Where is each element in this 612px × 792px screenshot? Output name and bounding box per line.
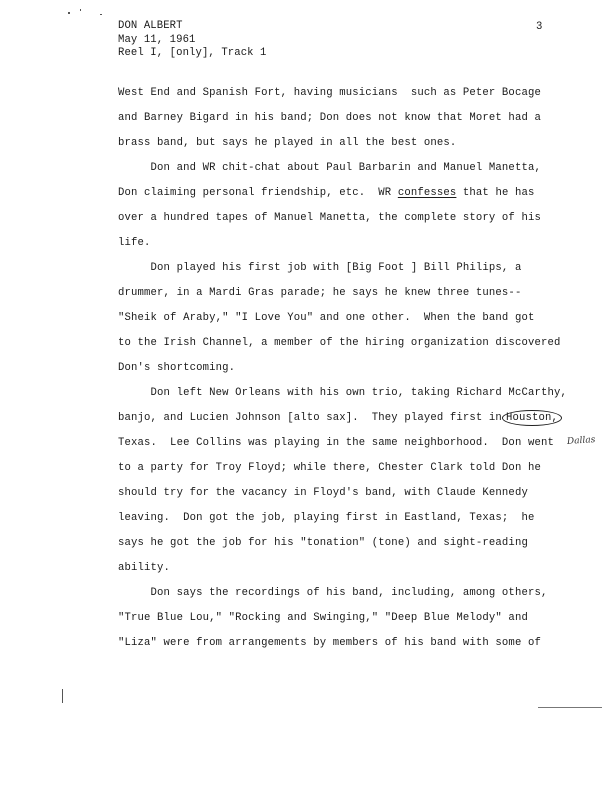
body-line: to the Irish Channel, a member of the hiring organization discovered (118, 337, 561, 349)
body-line: says he got the job for his "tonation" (tone) and sight-reading (118, 537, 528, 549)
body-line: drummer, in a Mardi Gras parade; he says he knew three tunes-- (118, 287, 522, 299)
body-line: Don's shortcoming. (118, 362, 236, 374)
footer-rule (538, 707, 602, 708)
body-line: West End and Spanish Fort, having musicians such as Peter Bocage (118, 87, 541, 99)
page-number: 3 (536, 21, 543, 33)
margin-mark (62, 689, 63, 703)
body-line: "True Blue Lou," "Rocking and Swinging," "Deep Blue Melody" and (118, 612, 528, 624)
interview-date: May 11, 1961 (118, 33, 196, 46)
body-text: Don claiming personal friendship, etc. WR (118, 187, 398, 199)
body-line: "Liza" were from arrangements by members of his band with some of (118, 637, 541, 649)
body-line: "Sheik of Araby," "I Love You" and one other. When the band got (118, 312, 535, 324)
handwritten-note: Dallas (566, 435, 596, 447)
transcript-header (118, 20, 267, 61)
body-line: Don and WR chit-chat about Paul Barbarin and Manuel Manetta, (118, 162, 541, 174)
reel-track: Reel I, [only], Track 1 (118, 47, 267, 59)
body-line: life. (118, 237, 151, 249)
body-line: leaving. Don got the job, playing first in Eastland, Texas; he (118, 512, 535, 524)
circled-word: Houston, (502, 410, 562, 426)
body-line: should try for the vacancy in Floyd's band, with Claude Kennedy (118, 487, 528, 499)
body-line: Don played his first job with [Big Foot ] Bill Philips, a (118, 262, 522, 274)
body-line: and Barney Bigard in his band; Don does not know that Moret had a (118, 112, 541, 124)
scan-speck (80, 9, 81, 11)
body-line: Don left New Orleans with his own trio, taking Richard McCarthy, (118, 387, 568, 399)
body-line: Don says the recordings of his band, including, among others, (118, 587, 548, 599)
body-text: that he has (456, 187, 535, 199)
underlined-word: confesses (397, 187, 457, 199)
body-line: brass band, but says he played in all the best ones. (118, 137, 457, 149)
body-line (118, 410, 562, 426)
body-text: banjo, and Lucien Johnson [alto sax]. They played first in (118, 412, 502, 424)
body-line (118, 187, 535, 199)
body-line: to a party for Troy Floyd; while there, Chester Clark told Don he (118, 462, 541, 474)
body-line: ability. (118, 562, 171, 574)
scan-speck (68, 12, 70, 14)
interviewee-name: DON ALBERT (118, 20, 183, 32)
scan-speck (100, 14, 102, 15)
body-line: over a hundred tapes of Manuel Manetta, the complete story of his (118, 212, 541, 224)
body-line: Texas. Lee Collins was playing in the same neighborhood. Don went (118, 437, 554, 449)
